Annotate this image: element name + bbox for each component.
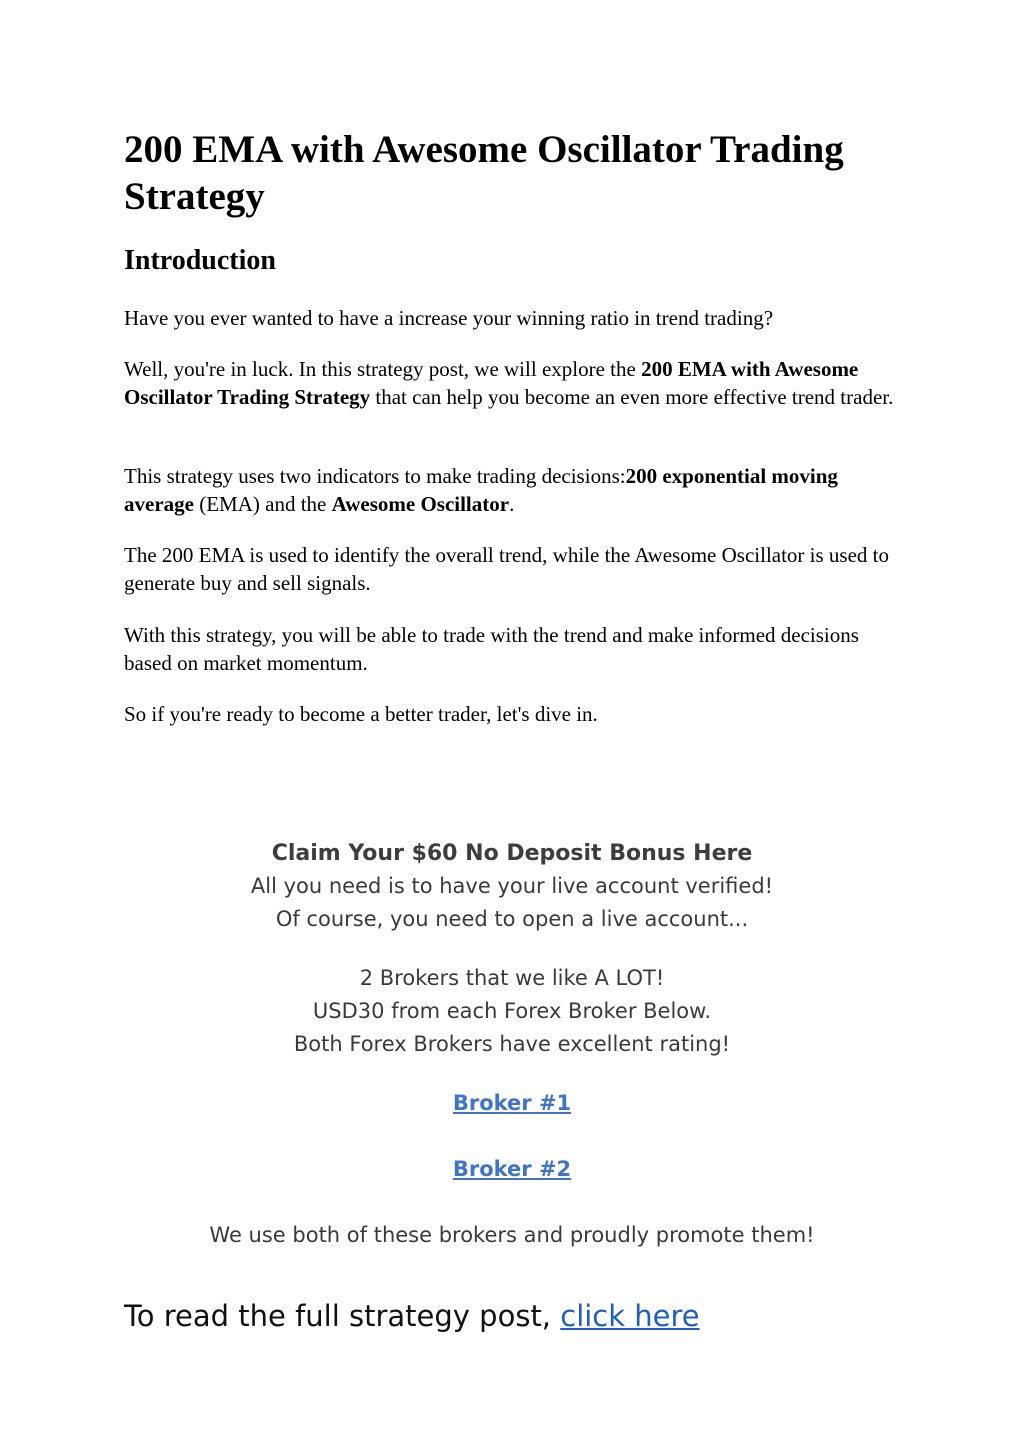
paragraph-1: Have you ever wanted to have a increase your winning ratio in trend trading? xyxy=(124,306,774,330)
broker-1-row xyxy=(0,1087,1024,1121)
promo-line-4: USD30 from each Forex Broker Below. xyxy=(312,999,712,1023)
broker-2-row xyxy=(0,1153,1024,1187)
paragraph-3-bold-ema: 200 exponential moving average xyxy=(124,464,838,516)
paragraph-3-post: . xyxy=(509,492,515,516)
paragraph-5: With this strategy, you will be able to trade with the trend and make informed decisions based on market momentum. xyxy=(124,623,859,675)
paragraph-3-pre: This strategy uses two indicators to make trading decisions: xyxy=(124,464,626,488)
broker-2-link[interactable]: Broker #2 xyxy=(452,1157,572,1181)
footer-text: To read the full strategy post, xyxy=(124,1299,561,1333)
paragraph-4: The 200 EMA is used to identify the overall trend, while the Awesome Oscillator is used to generate buy and sell signals. xyxy=(124,543,890,595)
promo-line-2: Of course, you need to open a live account... xyxy=(275,907,749,931)
paragraph-2-post: that can help you become an even more effective trend trader. xyxy=(370,385,894,409)
paragraph-2 xyxy=(124,355,894,411)
broker-1-link[interactable]: Broker #1 xyxy=(452,1091,572,1115)
page-title: 200 EMA with Awesome Oscillator Trading Strategy xyxy=(124,128,844,218)
paragraph-2-bold: 200 EMA with Awesome Oscillator Trading Strategy xyxy=(124,357,859,409)
promo-line-1: All you need is to have your live account verified! xyxy=(250,874,774,898)
promo-line-3: 2 Brokers that we like A LOT! xyxy=(359,966,665,990)
click-here-link[interactable]: click here xyxy=(560,1299,700,1333)
paragraph-6: So if you're ready to become a better trader, let's dive in. xyxy=(124,702,598,726)
promo-headline: Claim Your $60 No Deposit Bonus Here xyxy=(271,841,753,866)
intro-heading: Introduction xyxy=(124,245,276,276)
paragraph-3-bold-ao: Awesome Oscillator xyxy=(331,492,510,516)
paragraph-3 xyxy=(124,462,894,518)
paragraph-3-mid: (EMA) and the xyxy=(193,492,332,516)
footer-callout xyxy=(124,1296,700,1336)
promo-line-5: Both Forex Brokers have excellent rating! xyxy=(293,1032,731,1056)
promo-closing: We use both of these brokers and proudly promote them! xyxy=(209,1223,815,1247)
paragraph-2-pre: Well, you're in luck. In this strategy post, we will explore the xyxy=(124,357,642,381)
